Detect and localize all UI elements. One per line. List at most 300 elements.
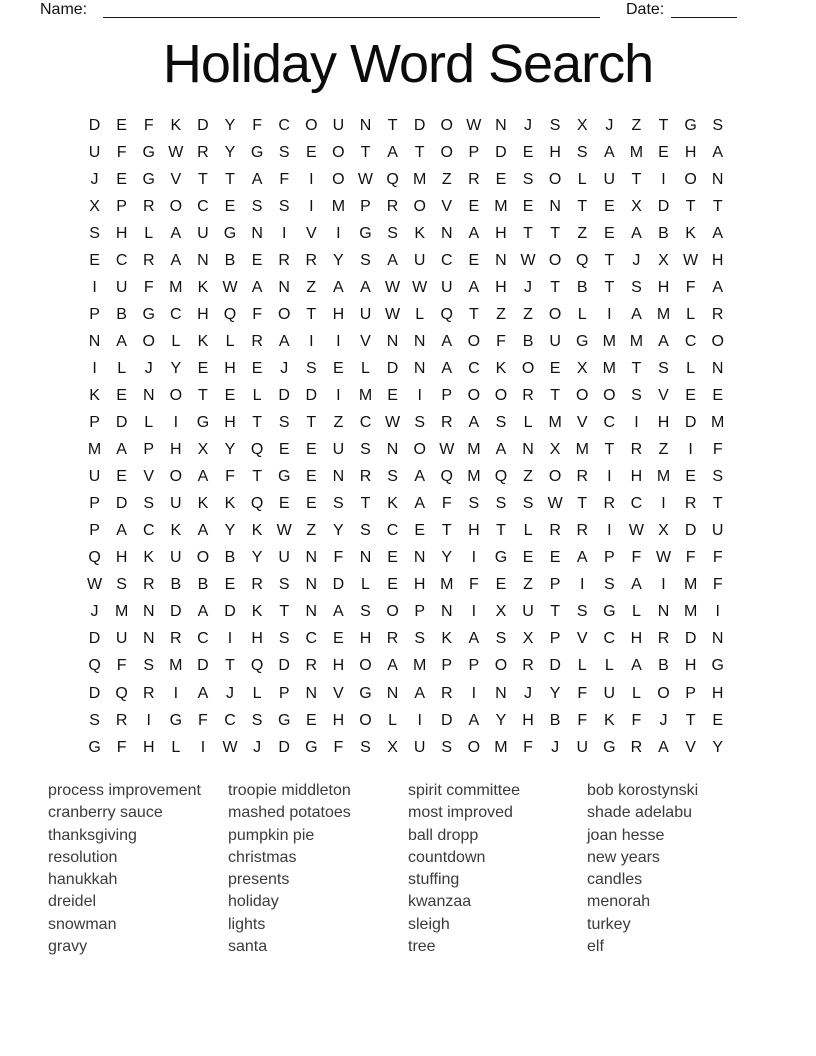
grid-cell: L [388, 711, 398, 729]
grid-cell: X [658, 522, 669, 540]
grid-cell: L [361, 576, 370, 594]
grid-cell: B [522, 332, 534, 350]
grid-cell: M [467, 468, 481, 486]
grid-cell: C [278, 116, 290, 134]
grid-cell: F [441, 495, 452, 513]
grid-cell: T [550, 278, 561, 296]
grid-cell: J [280, 359, 289, 377]
grid-cell: T [306, 414, 317, 432]
grid-cell: I [661, 170, 666, 188]
grid-cell: W [385, 414, 401, 432]
grid-cell: K [414, 224, 425, 242]
grid-cell: Z [523, 576, 533, 594]
grid-cell: E [224, 386, 236, 404]
grid-cell: U [549, 332, 561, 350]
grid-cell: I [336, 386, 341, 404]
grid-cell: E [603, 224, 615, 242]
grid-cell: M [656, 468, 671, 486]
grid-cell: N [305, 603, 318, 621]
grid-cell: I [92, 359, 97, 377]
grid-cell: U [197, 224, 209, 242]
grid-cell: D [88, 630, 101, 648]
grid-cell: T [685, 197, 696, 215]
grid-cell: P [360, 197, 371, 215]
grid-cell: Q [223, 305, 237, 323]
grid-cell: H [224, 359, 236, 377]
grid-cell: U [170, 549, 182, 567]
grid-cell: K [224, 495, 236, 513]
date-fill-line [671, 0, 737, 18]
word-list-item: christmas [228, 848, 297, 866]
grid-cell: T [550, 603, 561, 621]
grid-cell: C [630, 495, 643, 513]
grid-cell: C [440, 251, 453, 269]
grid-cell: K [143, 549, 155, 567]
grid-cell: O [413, 197, 426, 215]
grid-cell: T [604, 278, 615, 296]
word-list-item: lights [228, 915, 266, 933]
grid-cell: J [632, 251, 641, 269]
grid-cell: I [173, 684, 179, 702]
grid-cell: R [440, 684, 453, 702]
grid-cell: D [413, 116, 426, 134]
grid-cell: N [386, 332, 399, 350]
grid-cell: N [305, 549, 318, 567]
grid-cell: U [603, 170, 616, 188]
grid-cell: R [630, 738, 643, 756]
grid-cell: M [602, 332, 616, 350]
grid-cell: O [386, 603, 399, 621]
grid-cell: U [711, 522, 724, 540]
grid-cell: H [495, 224, 507, 242]
grid-cell: I [309, 170, 314, 188]
grid-cell: A [197, 522, 209, 540]
grid-cell: T [279, 603, 290, 621]
grid-cell: G [603, 603, 616, 621]
word-list-item: thanksgiving [48, 826, 137, 844]
grid-cell: E [116, 468, 127, 486]
grid-cell: V [685, 738, 696, 756]
date-label: Date: [626, 1, 665, 18]
grid-cell: W [412, 278, 428, 296]
grid-cell: E [414, 522, 425, 540]
grid-cell: O [440, 116, 453, 134]
grid-cell: T [414, 143, 425, 161]
grid-cell: Z [631, 116, 642, 134]
grid-cell: S [360, 251, 371, 269]
grid-cell: N [305, 576, 318, 594]
grid-cell: N [413, 332, 426, 350]
word-list-item: holiday [228, 893, 279, 911]
grid-cell: K [197, 495, 209, 513]
grid-cell: S [495, 630, 507, 648]
word-list-item: stuffing [408, 871, 460, 889]
grid-cell: Q [250, 441, 264, 459]
grid-cell: L [577, 657, 587, 675]
grid-cell: R [197, 143, 209, 161]
grid-cell: D [278, 386, 290, 404]
grid-cell: T [631, 170, 642, 188]
grid-cell: R [386, 197, 399, 215]
grid-cell: O [467, 386, 481, 404]
grid-cell: M [413, 657, 427, 675]
grid-cell: P [441, 657, 453, 675]
grid-cell: A [468, 630, 480, 648]
grid-cell: I [336, 224, 341, 242]
grid-cell: N [657, 603, 670, 621]
grid-cell: F [468, 576, 479, 594]
grid-cell: H [549, 143, 561, 161]
grid-cell: S [603, 576, 615, 594]
grid-cell: N [359, 116, 372, 134]
grid-cell: E [685, 386, 696, 404]
grid-cell: E [251, 251, 263, 269]
word-list-item: most improved [408, 804, 513, 822]
grid-cell: F [252, 305, 262, 323]
grid-cell: O [413, 441, 426, 459]
grid-cell: W [520, 251, 536, 269]
grid-cell: O [494, 386, 508, 404]
grid-cell: P [441, 386, 453, 404]
grid-cell: G [250, 143, 264, 161]
grid-cell: D [386, 359, 399, 377]
grid-cell: G [359, 224, 372, 242]
grid-cell: S [360, 522, 371, 540]
grid-cell: E [224, 197, 236, 215]
grid-cell: C [386, 522, 399, 540]
grid-cell: A [278, 332, 290, 350]
grid-cell: H [115, 224, 128, 242]
grid-cell: A [712, 143, 724, 161]
grid-cell: X [658, 251, 669, 269]
grid-cell: Q [250, 495, 264, 513]
grid-cell: Y [712, 738, 724, 756]
grid-cell: E [116, 386, 127, 404]
grid-cell: A [631, 305, 642, 323]
grid-cell: M [440, 576, 454, 594]
grid-cell: T [306, 305, 317, 323]
grid-cell: G [603, 738, 616, 756]
grid-cell: E [333, 630, 344, 648]
grid-cell: D [657, 197, 670, 215]
grid-cell: Z [523, 305, 533, 323]
grid-cell: A [441, 332, 453, 350]
grid-cell: N [142, 386, 155, 404]
grid-cell: Z [577, 224, 588, 242]
grid-cell: F [333, 549, 344, 567]
grid-cell: D [332, 576, 345, 594]
grid-cell: J [90, 170, 99, 188]
grid-cell: B [116, 305, 127, 323]
grid-cell: H [711, 251, 724, 269]
grid-cell: C [603, 414, 616, 432]
grid-cell: T [658, 116, 669, 134]
grid-cell: A [116, 522, 127, 540]
grid-cell: X [387, 738, 398, 756]
grid-cell: N [332, 468, 345, 486]
grid-cell: S [712, 116, 724, 134]
grid-cell: F [496, 332, 506, 350]
grid-cell: P [685, 684, 696, 702]
grid-cell: E [658, 143, 669, 161]
grid-cell: M [169, 657, 183, 675]
grid-cell: V [305, 224, 317, 242]
word-list-item: bob korostynski [587, 782, 699, 799]
grid-cell: G [223, 224, 237, 242]
grid-cell: U [278, 549, 290, 567]
grid-cell: N [711, 170, 724, 188]
grid-cell: Z [658, 441, 669, 459]
grid-cell: O [467, 332, 481, 350]
grid-cell: A [468, 414, 480, 432]
grid-cell: G [142, 305, 155, 323]
grid-cell: O [142, 332, 155, 350]
grid-cell: P [89, 522, 100, 540]
grid-cell: E [549, 549, 561, 567]
grid-cell: N [495, 251, 507, 269]
grid-cell: M [656, 305, 671, 323]
grid-cell: I [715, 603, 720, 621]
grid-cell: Q [115, 684, 128, 702]
grid-cell: M [711, 414, 725, 432]
grid-cell: S [278, 143, 290, 161]
grid-cell: Q [576, 251, 589, 269]
grid-cell: O [169, 197, 183, 215]
grid-cell: S [576, 143, 588, 161]
grid-cell: U [576, 738, 589, 756]
grid-cell: X [549, 441, 561, 459]
grid-cell: K [603, 711, 615, 729]
word-list-item: pumpkin pie [228, 826, 315, 844]
grid-cell: R [115, 711, 128, 729]
grid-cell: T [712, 197, 723, 215]
grid-cell: O [359, 657, 372, 675]
grid-cell: F [198, 711, 208, 729]
grid-cell: H [711, 684, 724, 702]
grid-cell: E [387, 386, 398, 404]
grid-cell: A [414, 684, 425, 702]
grid-cell: W [547, 495, 563, 513]
grid-cell: I [309, 197, 314, 215]
grid-cell: R [251, 332, 263, 350]
grid-cell: U [115, 278, 128, 296]
grid-cell: L [252, 386, 262, 404]
grid-cell: P [468, 657, 480, 675]
word-list-column [228, 780, 351, 958]
grid-cell: T [604, 251, 615, 269]
grid-cell: U [359, 305, 372, 323]
grid-cell: A [360, 278, 371, 296]
grid-cell: B [224, 549, 236, 567]
grid-cell: H [495, 278, 507, 296]
grid-cell: T [441, 522, 452, 540]
grid-cell: E [197, 359, 209, 377]
grid-cell: T [685, 711, 696, 729]
word-list-item: sleigh [408, 915, 450, 933]
grid-cell: V [576, 630, 588, 648]
grid-cell: U [88, 468, 101, 486]
grid-cell: N [711, 359, 724, 377]
grid-cell: T [198, 170, 208, 188]
grid-cell: F [333, 738, 344, 756]
grid-cell: R [576, 468, 589, 486]
grid-cell: J [226, 684, 235, 702]
grid-cell: E [495, 576, 507, 594]
grid-cell: H [657, 414, 670, 432]
grid-cell: H [224, 414, 236, 432]
grid-cell: S [251, 711, 263, 729]
grid-cell: Z [306, 522, 317, 540]
grid-cell: V [333, 684, 344, 702]
grid-cell: E [333, 359, 344, 377]
grid-cell: Q [386, 170, 399, 188]
grid-cell: F [252, 116, 262, 134]
grid-cell: C [197, 630, 209, 648]
grid-cell: M [548, 414, 562, 432]
grid-cell: Y [224, 522, 236, 540]
word-list-item: shade adelabu [587, 804, 692, 822]
grid-cell: Y [441, 549, 453, 567]
grid-cell: O [467, 738, 481, 756]
grid-cell: D [197, 657, 209, 675]
grid-cell: N [495, 116, 507, 134]
grid-cell: W [86, 576, 103, 594]
grid-cell: I [471, 603, 477, 621]
grid-cell: H [142, 738, 155, 756]
grid-cell: A [197, 684, 209, 702]
grid-cell: Y [224, 441, 236, 459]
grid-cell: S [414, 630, 425, 648]
grid-cell: R [305, 251, 318, 269]
grid-cell: S [549, 116, 561, 134]
grid-cell: T [577, 495, 588, 513]
grid-cell: I [417, 711, 422, 729]
grid-cell: S [495, 495, 507, 513]
grid-cell: A [712, 278, 724, 296]
grid-cell: H [359, 630, 372, 648]
grid-cell: A [170, 224, 182, 242]
grid-cell: L [171, 332, 181, 350]
word-list-item: new years [587, 848, 660, 866]
grid-cell: K [197, 278, 209, 296]
word-list-item: elf [587, 938, 604, 956]
grid-cell: E [224, 576, 236, 594]
grid-cell: T [712, 495, 723, 513]
grid-cell: F [685, 549, 696, 567]
word-list-item: tree [408, 938, 436, 956]
grid-cell: Z [441, 170, 452, 188]
grid-cell: P [143, 441, 155, 459]
grid-cell: U [603, 684, 616, 702]
grid-cell: O [711, 332, 724, 350]
grid-cell: I [173, 414, 179, 432]
grid-cell: A [170, 251, 182, 269]
grid-cell: H [522, 711, 534, 729]
grid-cell: Y [170, 359, 182, 377]
grid-cell: S [89, 224, 100, 242]
word-list-column [408, 780, 520, 958]
grid-cell: M [629, 143, 644, 161]
grid-cell: E [116, 170, 127, 188]
grid-cell: R [359, 468, 372, 486]
grid-cell: I [661, 495, 666, 513]
grid-cell: R [711, 305, 724, 323]
grid-cell: Z [306, 278, 317, 296]
grid-cell: E [603, 197, 615, 215]
grid-cell: N [440, 603, 453, 621]
grid-cell: X [576, 116, 588, 134]
grid-cell: T [360, 143, 371, 161]
grid-cell: O [359, 711, 372, 729]
grid-cell: P [468, 143, 480, 161]
grid-cell: P [89, 305, 100, 323]
grid-cell: Y [224, 143, 236, 161]
grid-cell: I [417, 386, 422, 404]
word-list-item: gravy [48, 938, 88, 956]
grid-cell: X [495, 603, 507, 621]
grid-cell: T [252, 468, 262, 486]
word-list-item: turkey [587, 915, 631, 933]
grid-cell: W [385, 305, 401, 323]
word-list-item: kwanzaa [408, 893, 472, 911]
grid-cell: W [168, 143, 184, 161]
grid-cell: G [711, 657, 724, 675]
grid-cell: L [577, 305, 587, 323]
grid-cell: J [90, 603, 99, 621]
grid-cell: N [495, 684, 507, 702]
grid-cell: B [658, 657, 669, 675]
grid-cell: W [466, 116, 482, 134]
grid-cell: L [117, 359, 127, 377]
grid-cell: K [387, 495, 398, 513]
grid-cell: C [224, 711, 236, 729]
grid-cell: M [683, 576, 698, 594]
grid-cell: K [251, 603, 263, 621]
grid-cell: M [87, 441, 102, 459]
grid-cell: B [197, 576, 209, 594]
grid-cell: G [142, 143, 155, 161]
grid-cell: A [387, 657, 398, 675]
grid-cell: T [252, 414, 262, 432]
grid-cell: L [361, 359, 370, 377]
grid-cell: U [332, 441, 345, 459]
grid-cell: E [468, 197, 480, 215]
grid-cell: H [468, 522, 480, 540]
grid-cell: A [468, 278, 480, 296]
grid-cell: S [143, 495, 155, 513]
grid-cell: E [522, 549, 534, 567]
grid-cell: D [549, 657, 561, 675]
grid-cell: D [278, 738, 290, 756]
grid-cell: R [386, 630, 399, 648]
grid-cell: V [170, 170, 182, 188]
grid-cell: P [603, 549, 615, 567]
grid-cell: W [655, 549, 672, 567]
word-list-item: cranberry sauce [48, 804, 163, 822]
grid-cell: C [197, 197, 209, 215]
grid-cell: N [413, 549, 426, 567]
grid-cell: E [305, 143, 317, 161]
grid-cell: H [684, 143, 697, 161]
grid-cell: U [88, 143, 101, 161]
grid-cell: H [630, 468, 643, 486]
grid-cell: G [359, 684, 372, 702]
word-list-item: spirit committee [408, 782, 521, 799]
grid-cell: H [197, 305, 209, 323]
grid-cell: O [332, 170, 345, 188]
grid-cell: A [414, 495, 425, 513]
word-list-item: dreidel [48, 893, 97, 911]
